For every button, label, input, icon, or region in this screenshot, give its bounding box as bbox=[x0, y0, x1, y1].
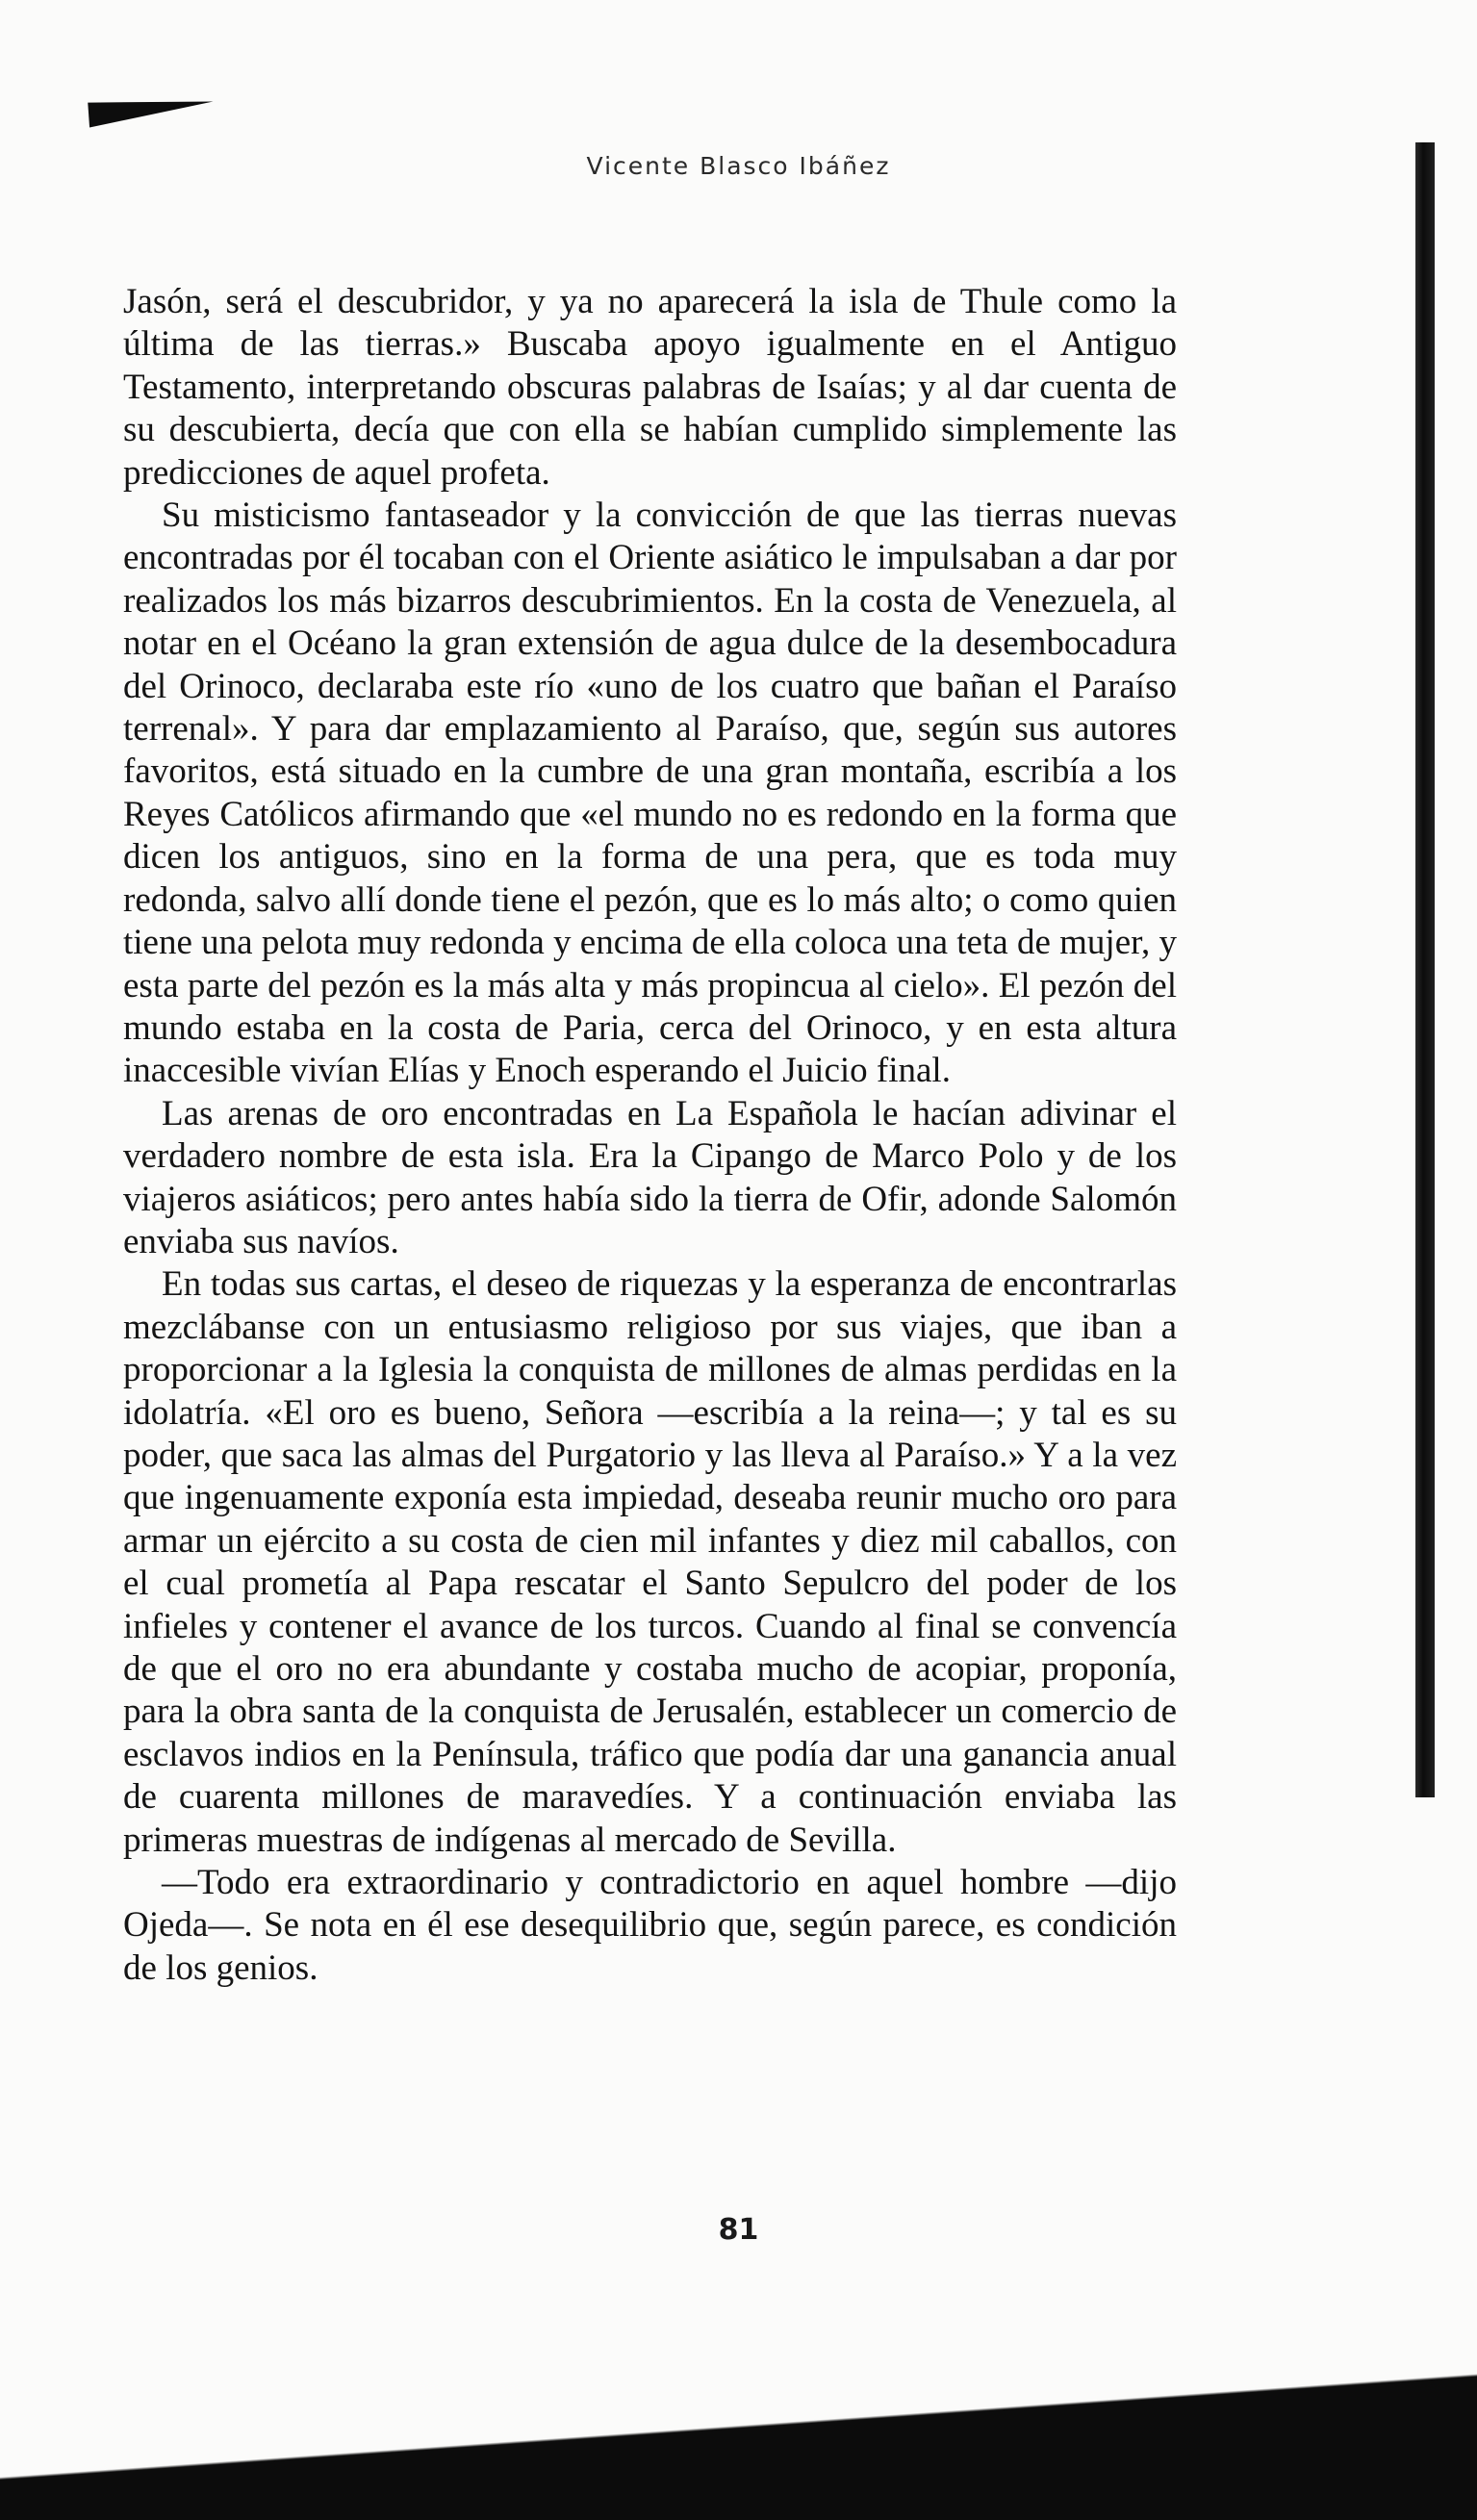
paragraph: En todas sus cartas, el deseo de riquezas y la esperanza de encontrarlas mezclábanse con un entusiasmo religioso por sus viajes, que iban a proporcionar a la Iglesia la conquista de millones de almas perdidas en la idolatría. «El oro es bueno, Señora —escribía a la reina—; y tal es su poder, que saca las almas del Purgatorio y las lleva al Paraíso.» Y a la vez que ingenuamente exponía esta impiedad, deseaba reunir mucho oro para armar un ejército a su costa de cien mil infantes y diez mil caballos, con el cual prometía al Papa rescatar el Santo Sepulcro del poder de los infieles y contener el avance de los turcos. Cuando al final se convencía de que el oro no era abundante y costaba mucho de acopiar, proponía, para la obra santa de la conquista de Jerusalén, establecer un comercio de esclavos indios en la Península, tráfico que podía dar una ganancia anual de cuarenta millones de maravedíes. Y a continuación enviaba las primeras muestras de indígenas al mercado de Sevilla. bbox=[123, 1264, 1177, 1860]
paragraph: Jasón, será el descubridor, y ya no aparecerá la isla de Thule como la última de las tierras.» Buscaba apoyo igualmente en el Antiguo Testamento, interpretando obscuras palabras de Isaías; y al dar cuenta de su descubierta, decía que con ella se habían cumplido simplemente las predicciones de aquel profeta. bbox=[123, 282, 1177, 493]
scan-artifact-right-edge bbox=[1415, 142, 1435, 1797]
paragraph: Las arenas de oro encontradas en La Española le hacían adivinar el verdadero nombre de esta isla. Era la Cipango de Marco Polo y de los viajeros asiáticos; pero antes había sido la tierra de Ofir, adonde Salomón enviaba sus navíos. bbox=[123, 1093, 1177, 1261]
page-number: 81 bbox=[718, 2213, 759, 2247]
body-text bbox=[123, 281, 1177, 1990]
paragraph: —Todo era extraordinario y contradictorio en aquel hombre —dijo Ojeda—. Se nota en él ese desequilibrio que, según parece, es condición de los genios. bbox=[123, 1863, 1177, 1988]
scan-artifact-bottom-edge bbox=[0, 2353, 1477, 2520]
paragraph: Su misticismo fantaseador y la convicción de que las tierras nuevas encontradas por él tocaban con el Oriente asiático le impulsaban a dar por realizados los más bizarros descubrimientos. En la costa de Venezuela, al notar en el Océano la gran extensión de agua dulce de la desembocadura del Orinoco, declaraba este río «uno de los cuatro que bañan el Paraíso terrenal». Y para dar emplazamiento al Paraíso, que, según sus autores favoritos, está situado en la cumbre de una gran montaña, escribía a los Reyes Católicos afirmando que «el mundo no es redondo en la forma que dicen los antiguos, sino en la forma de una pera, que es toda muy redonda, salvo allí donde tiene el pezón, que es lo más alto; o como quien tiene una pelota muy redonda y encima de ella coloca una teta de mujer, y esta parte del pezón es la más alta y más propincua al cielo». El pezón del mundo estaba en la costa de Paria, cerca del Orinoco, y en esta altura inaccesible vivían Elías y Enoch esperando el Juicio final. bbox=[123, 496, 1177, 1091]
scan-artifact-top bbox=[88, 93, 214, 127]
running-head: Vicente Blasco Ibáñez bbox=[586, 152, 891, 180]
